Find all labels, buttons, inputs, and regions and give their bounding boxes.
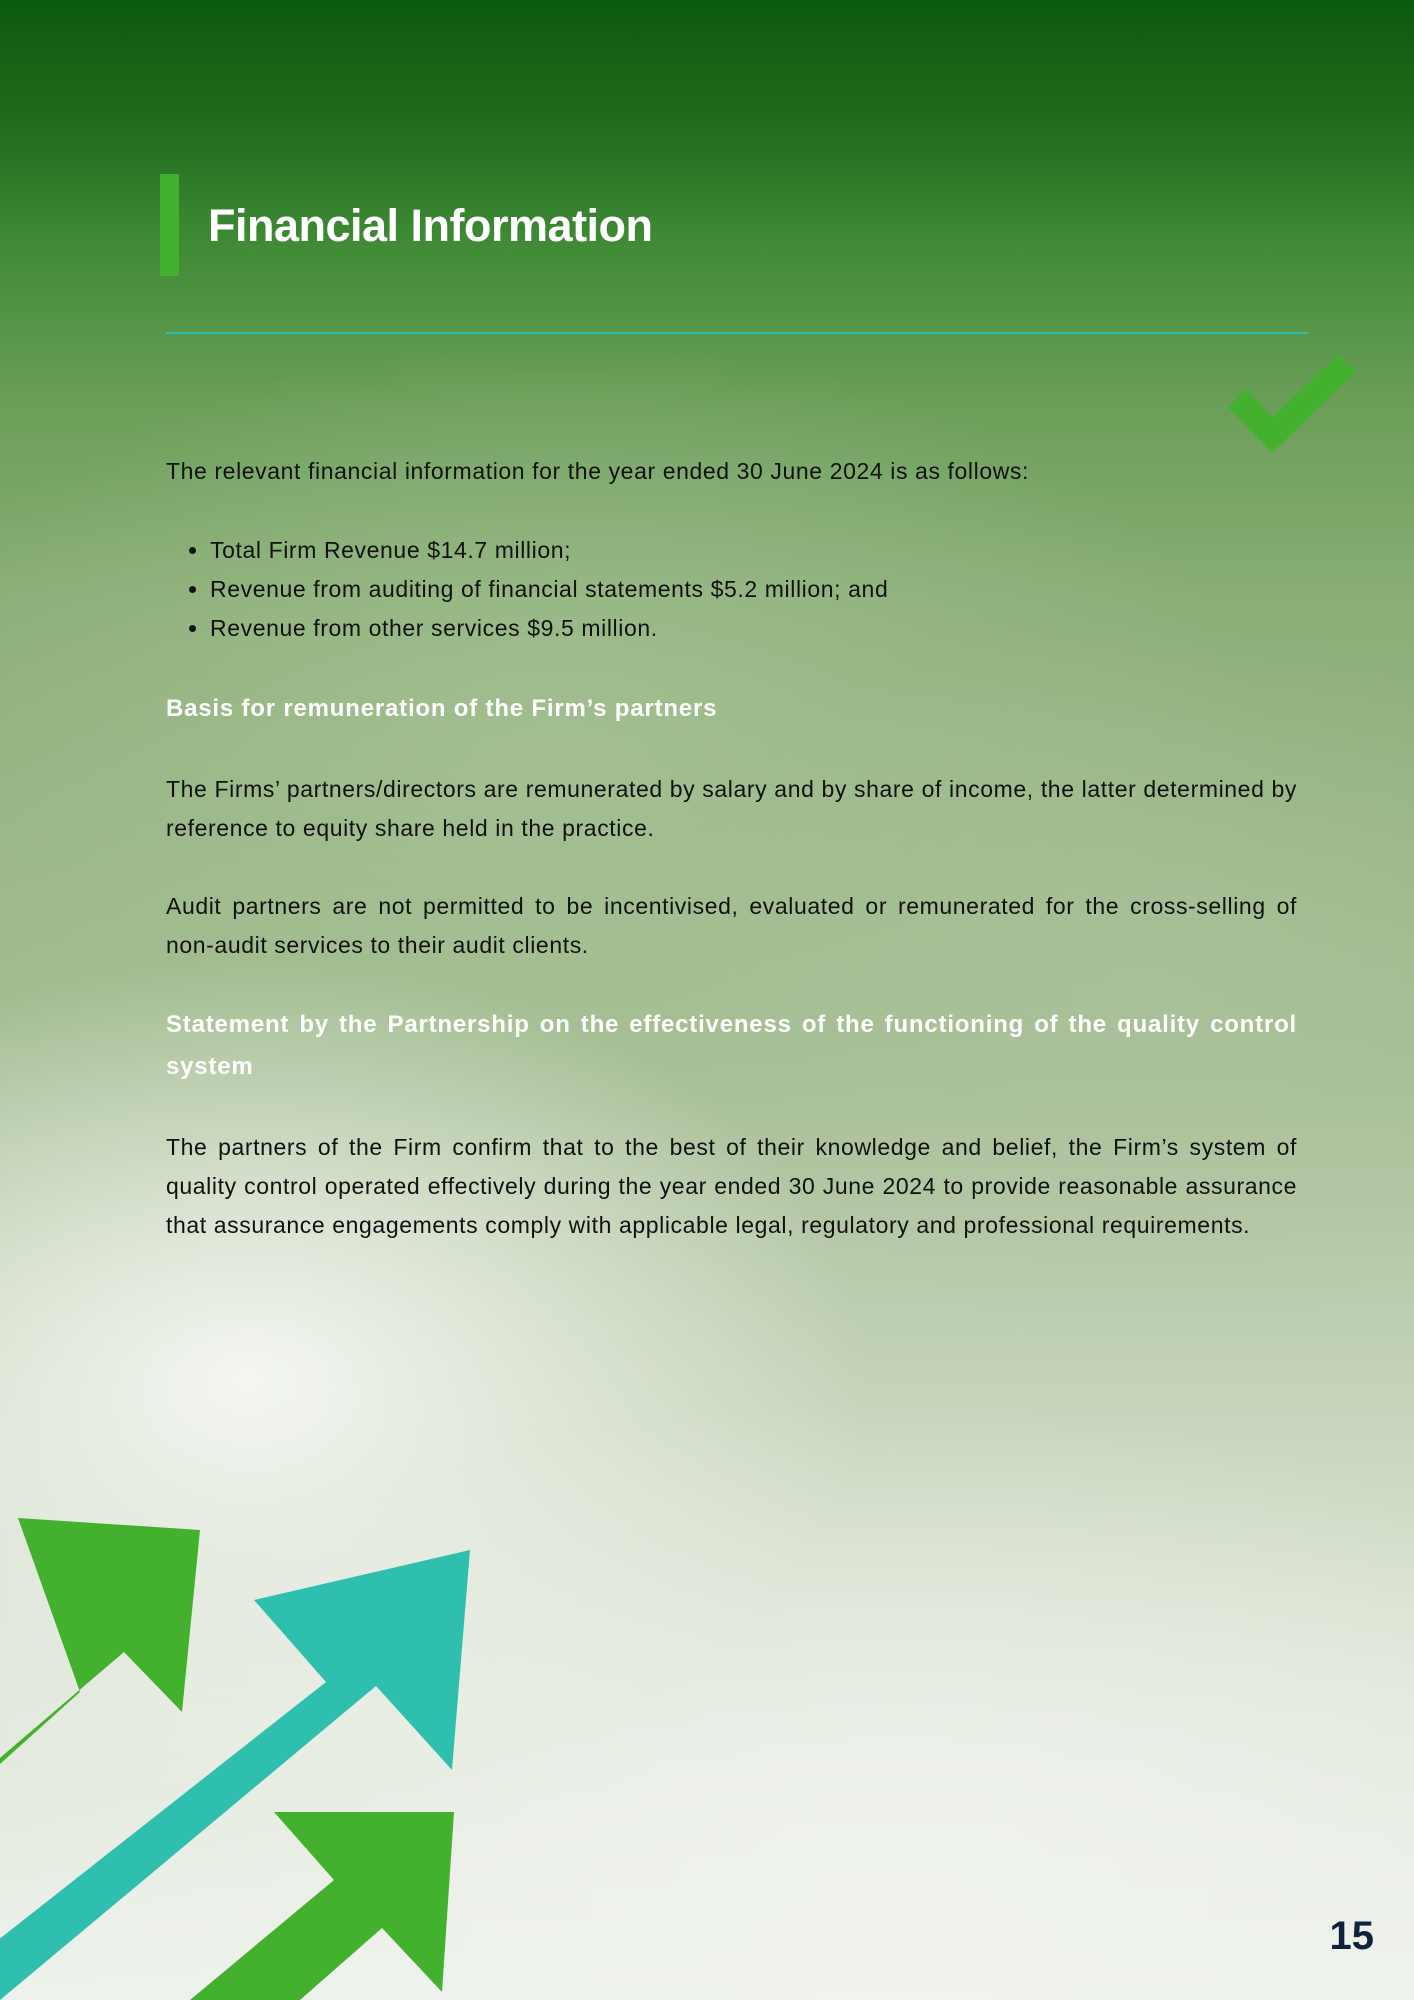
paragraph: Audit partners are not permitted to be incentivised, evaluated or remunerated for the cross-selling of non-audit services to their audit clients. — [166, 893, 1297, 958]
page-number: 15 — [1329, 1914, 1374, 1958]
list-item: • Revenue from auditing of financial statements $5.2 million; and — [210, 570, 1297, 609]
paragraph: The partners of the Firm confirm that to the best of their knowledge and belief, the Firm’s system of quality control operated effectively during the year ended 30 June 2024 to provide reasonable assurance that assurance engagements comply with applicable legal, regulatory and professional requirements. — [166, 1134, 1297, 1238]
revenue-list — [166, 531, 1297, 648]
list-item: • Revenue from other services $9.5 million. — [210, 609, 1297, 648]
checkmark-icon — [1228, 355, 1356, 459]
list-item: • Total Firm Revenue $14.7 million; — [210, 531, 1297, 570]
green-arrow-upper — [0, 1518, 200, 1800]
section-heading-remuneration: Basis for remuneration of the Firm’s partners — [166, 695, 718, 722]
green-arrow-lower — [190, 1812, 454, 2000]
content-body — [166, 452, 1297, 1284]
intro-text: The relevant financial information for the year ended 30 June 2024 is as follows: — [166, 458, 1030, 484]
title-accent-bar — [160, 174, 179, 276]
paragraph: The Firms’ partners/directors are remunerated by salary and by share of income, the latter determined by reference to equity share held in the practice. — [166, 776, 1297, 841]
section-heading-quality-control: Statement by the Partnership on the effectiveness of the functioning of the quality control system — [166, 1011, 1297, 1080]
growth-arrows-graphic — [0, 1500, 500, 2000]
page-title: Financial Information — [208, 200, 653, 251]
title-divider — [166, 332, 1308, 334]
